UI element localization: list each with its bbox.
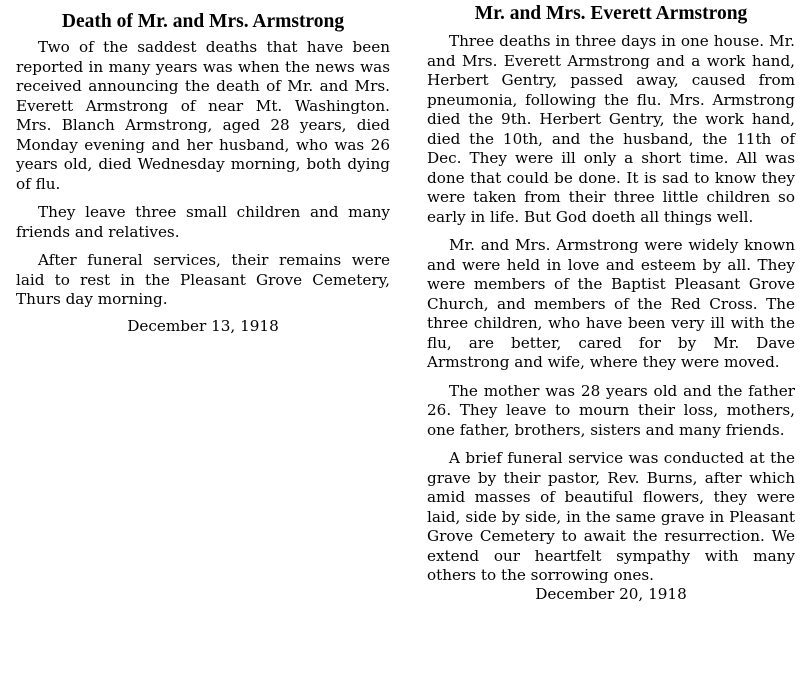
- left-paragraph-3: After funeral services, their remains were laid to rest in the Pleasant Grove Cemetery, Thurs day morning.: [16, 251, 390, 308]
- right-paragraph-2: Mr. and Mrs. Armstrong were widely known and were held in love and esteem by all. They were members of the Baptist Pleasant Grove Church, and members of the Red Cross. The three children, who have been very ill with the flu, are better, cared for by Mr. Dave Armstrong and wife, where they were moved.: [427, 236, 795, 371]
- right-article-date: December 20, 1918: [535, 584, 687, 603]
- right-paragraph-4: A brief funeral service was conducted at the grave by their pastor, Rev. Burns, after which amid masses of beautiful flowers, they were laid, side by side, in the same grave in Pleasant Grove Cemetery to await the resurrection. We extend our heartfelt sympathy with many others to the sorrowing ones.: [427, 449, 795, 584]
- right-paragraph-3: The mother was 28 years old and the father 26. They leave to mourn their loss, mothers, one father, brothers, sisters and many friends.: [427, 381, 795, 439]
- left-paragraph-1: Two of the saddest deaths that have been reported in many years was when the news was received announcing the death of Mr. and Mrs. Everett Armstrong of near Mt. Washington. Mrs. Blanch Armstrong, aged 28 years, died Monday evening and her husband, who was 26 years old, died Wednesday morning, both dying of flu.: [16, 38, 390, 193]
- right-paragraph-1: Three deaths in three days in one house. Mr. and Mrs. Everett Armstrong and a work hand, Herbert Gentry, passed away, caused from pneumonia, following the flu. Mrs. Armstrong died the 9th. Herbert Gentry, the work hand, died the 10th, and the husband, the 11th of Dec. They were ill only a short time. All was done that could be done. It is sad to know they were taken from their three little children so early in life. But God doeth all things well.: [427, 32, 795, 226]
- left-paragraph-2: They leave three small children and many friends and relatives.: [16, 203, 390, 241]
- left-article: [16, 0, 390, 336]
- left-article-title: Death of Mr. and Mrs. Armstrong: [61, 11, 345, 32]
- right-article: [427, 0, 795, 604]
- right-article-title: Mr. and Mrs. Everett Armstrong: [474, 3, 748, 24]
- left-article-date: December 13, 1918: [127, 316, 279, 335]
